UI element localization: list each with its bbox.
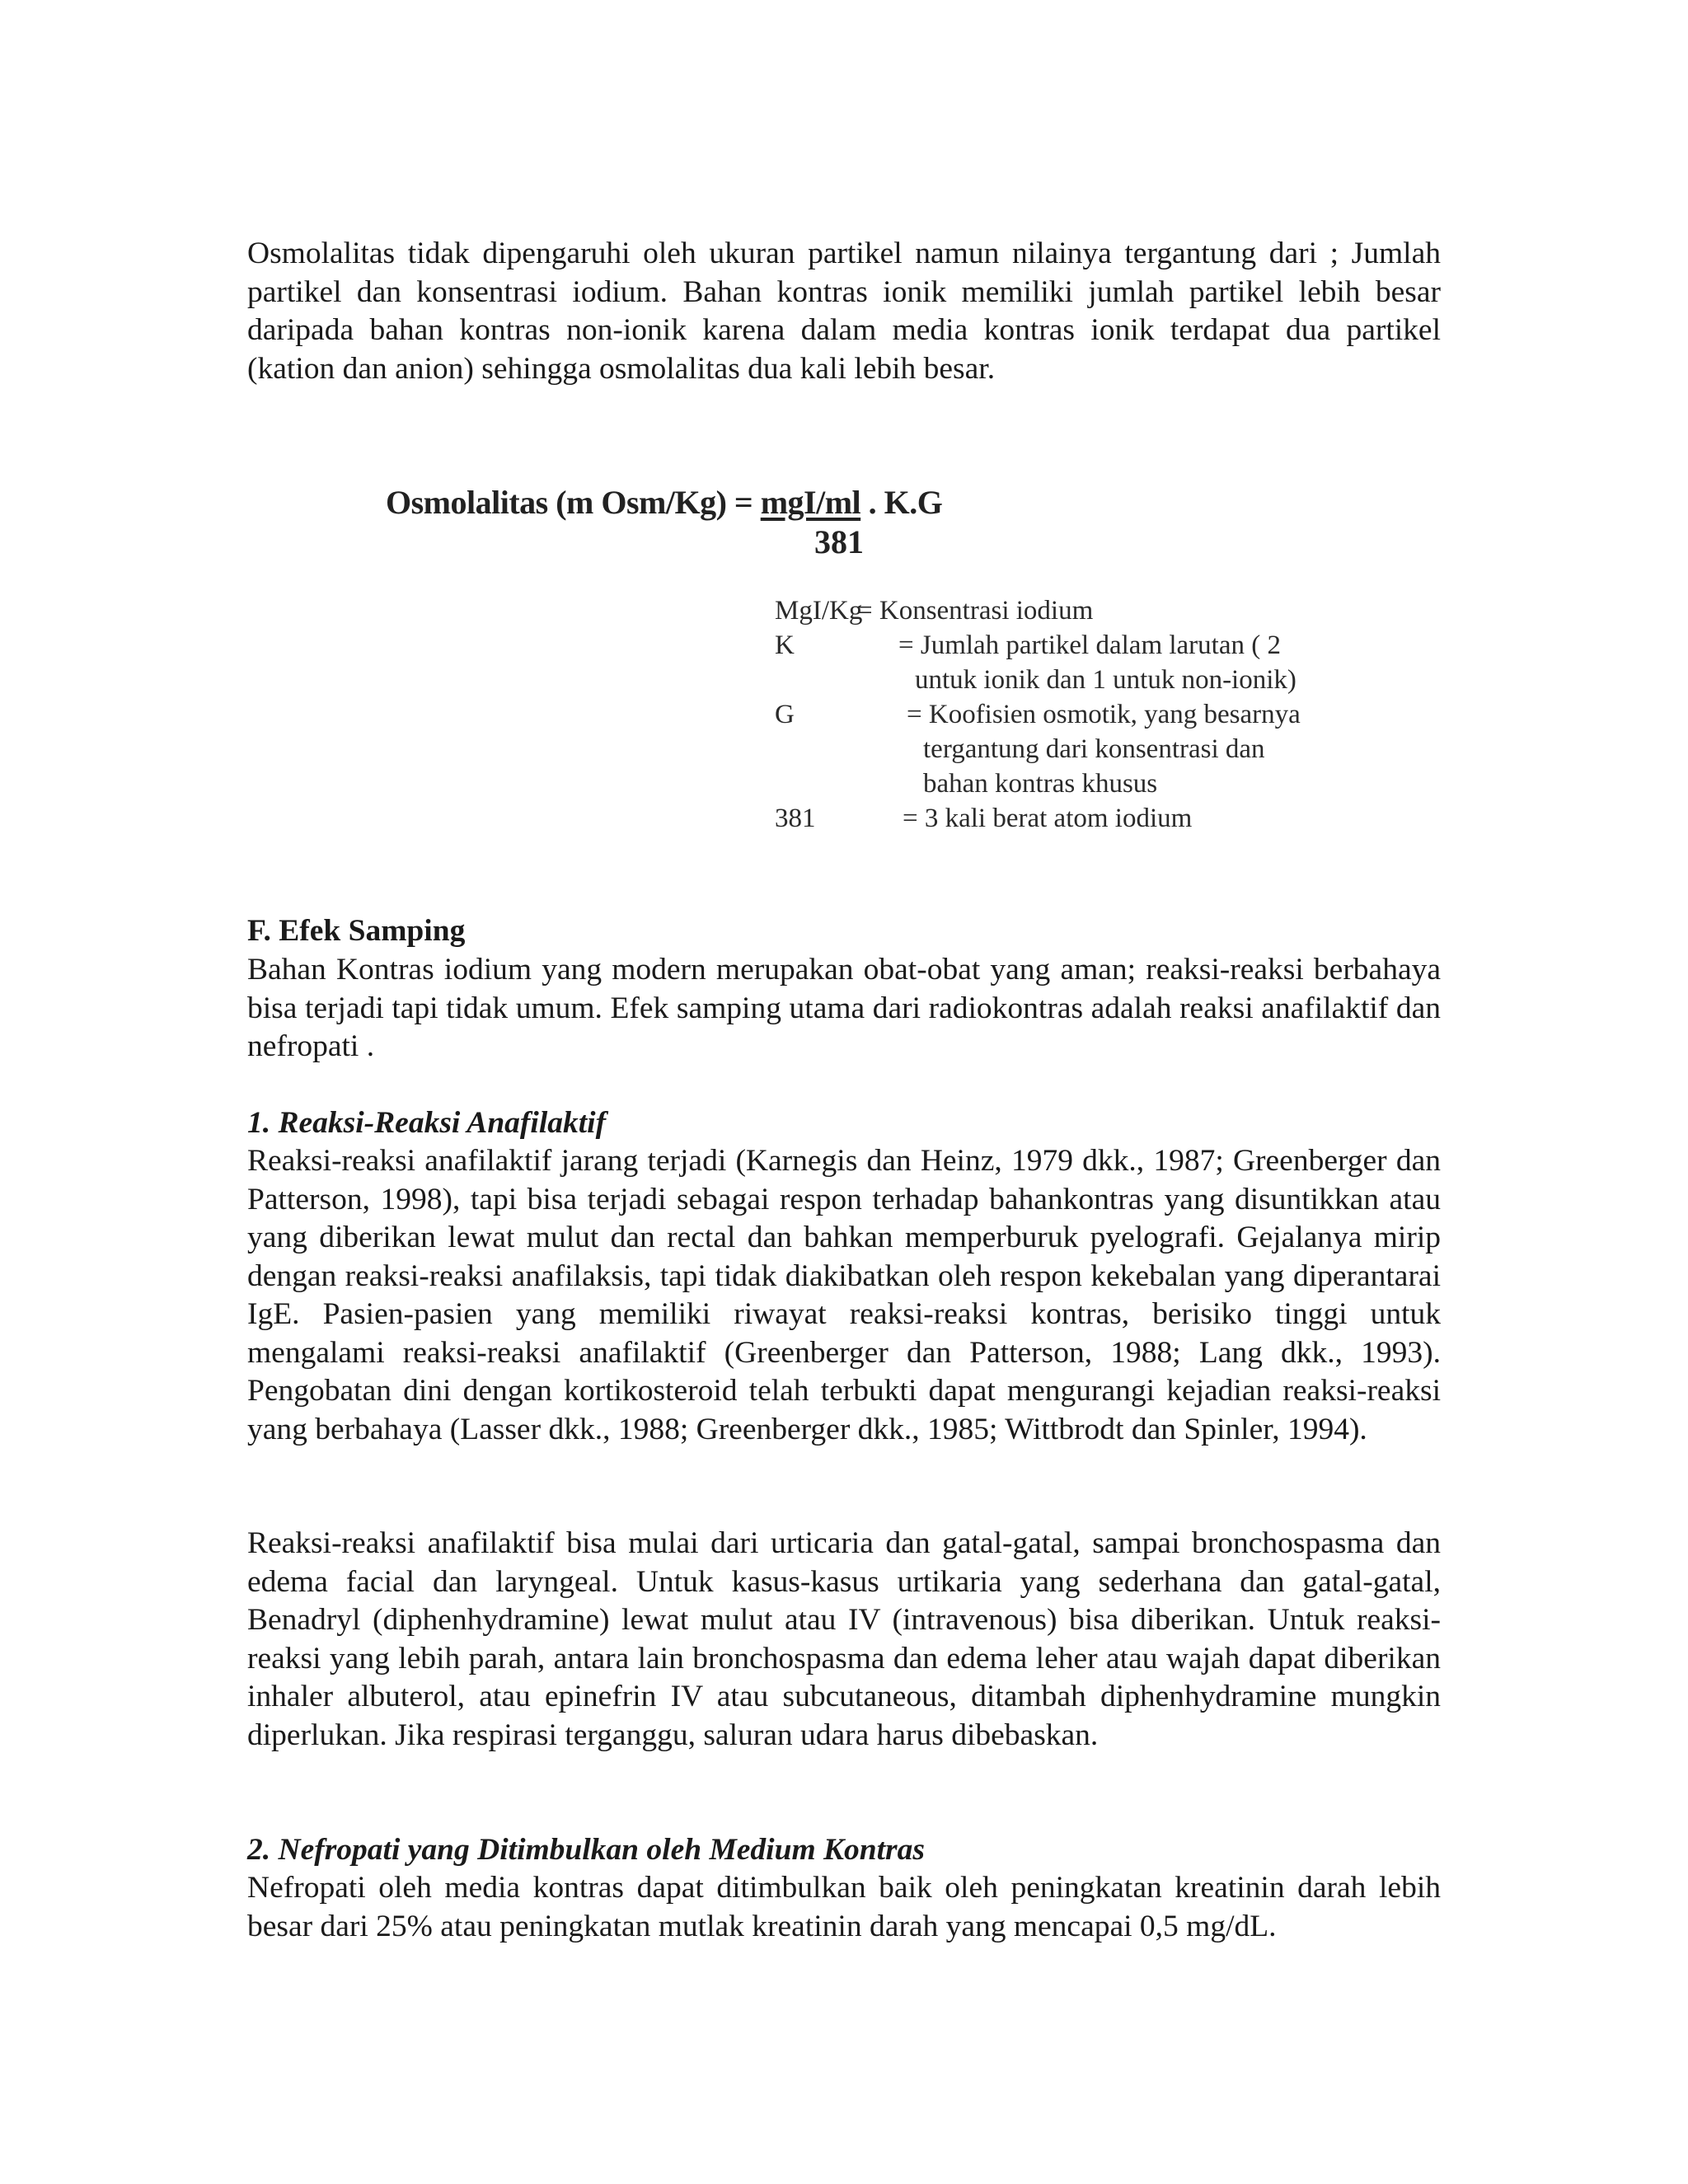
section-heading-efek-samping: F. Efek Samping — [247, 914, 466, 948]
legend-description: = Jumlah partikel dalam larutan ( 2 untuk ionik dan 1 untuk non-ionik) — [898, 630, 1296, 695]
formula-equation — [386, 482, 942, 523]
formula-numerator: mgI/ml — [760, 484, 861, 521]
formula-legend — [775, 593, 1401, 836]
subheading-nefropati: 2. Nefropati yang Ditimbulkan oleh Medium Kontras — [247, 1833, 925, 1867]
legend-description: = Koofisien osmotik, yang besarnya tergantung dari konsentrasi dan bahan kontras khusus — [907, 700, 1301, 799]
legend-description: = 3 kali berat atom iodium — [903, 804, 1193, 833]
legend-row-k — [775, 628, 1401, 697]
efek-samping-paragraph: Bahan Kontras iodium yang modern merupakan obat-obat yang aman; reaksi-reaksi berbahaya bisa terjadi tapi tidak umum. Efek samping utama dari radiokontras adalah reaksi anafilaktif dan nefropati . — [247, 953, 1441, 1063]
formula-denominator: 381 — [814, 523, 864, 560]
anafilaktif-paragraph-1: Reaksi-reaksi anafilaktif jarang terjadi (Karnegis dan Heinz, 1979 dkk., 1987; Greenberger dan Patterson, 1998), tapi bisa terjadi sebagai respon terhadap bahankontras yang disuntikkan atau yang diberikan lewat mulut dan rectal dan bahkan memperburuk pyelografi. Gejalanya mirip dengan reaksi-reaksi anafilaksis, tapi tidak diakibatkan oleh respon kekebalan yang diperantarai IgE. Pasien-pasien yang memiliki riwayat reaksi-reaksi kontras, berisiko tinggi untuk mengalami reaksi-reaksi anafilaktif (Greenberger dan Patterson, 1988; Lang dkk., 1993). Pengobatan dini dengan kortikosteroid telah terbukti dapat mengurangi kejadian reaksi-reaksi yang berbahaya (Lasser dkk., 1988; Greenberger dkk., 1985; Wittbrodt dan Spinler, 1994). — [247, 1144, 1441, 1446]
formula-lhs: Osmolalitas (m Osm/Kg) = — [386, 484, 761, 521]
legend-symbol: K — [775, 630, 795, 660]
legend-description: = Konsentrasi iodium — [857, 596, 1094, 626]
nefropati-paragraph: Nefropati oleh media kontras dapat ditimbulkan baik oleh peningkatan kreatinin darah lebih besar dari 25% atau peningkatan mutlak kreatinin darah yang mencapai 0,5 mg/dL. — [247, 1871, 1441, 1943]
legend-symbol: MgI/Kg — [775, 596, 863, 626]
legend-row-g — [775, 697, 1401, 801]
subheading-anafilaktif: 1. Reaksi-Reaksi Anafilaktif — [247, 1106, 607, 1140]
anafilaktif-paragraph-2: Reaksi-reaksi anafilaktif bisa mulai dari urticaria dan gatal-gatal, sampai bronchospasma dan edema facial dan laryngeal. Untuk kasus-kasus urtikaria yang sederhana dan gatal-gatal, Benadryl (diphenhydramine) lewat mulut atau IV (intravenous) bisa diberikan. Untuk reaksi-reaksi yang lebih parah, antara lain bronchospasma dan edema leher atau wajah dapat diberikan inhaler albuterol, atau epinefrin IV atau subcutaneous, ditambah diphenhydramine mungkin diperlukan. Jika respirasi terganggu, saluran udara harus dibebaskan. — [247, 1526, 1441, 1752]
legend-symbol: 381 — [775, 804, 816, 833]
osmolality-formula-figure — [379, 474, 1409, 853]
formula-rhs: . K.G — [860, 484, 943, 521]
legend-row-mgi — [775, 593, 1401, 628]
legend-row-381 — [775, 801, 1401, 836]
legend-symbol: G — [775, 700, 795, 729]
intro-paragraph: Osmolalitas tidak dipengaruhi oleh ukuran partikel namun nilainya tergantung dari ; Jumlah partikel dan konsentrasi iodium. Bahan kontras ionik memiliki jumlah partikel lebih besar daripada bahan kontras non-ionik karena dalam media kontras ionik terdapat dua partikel (kation dan anion) sehingga osmolalitas dua kali lebih besar. — [247, 237, 1441, 386]
